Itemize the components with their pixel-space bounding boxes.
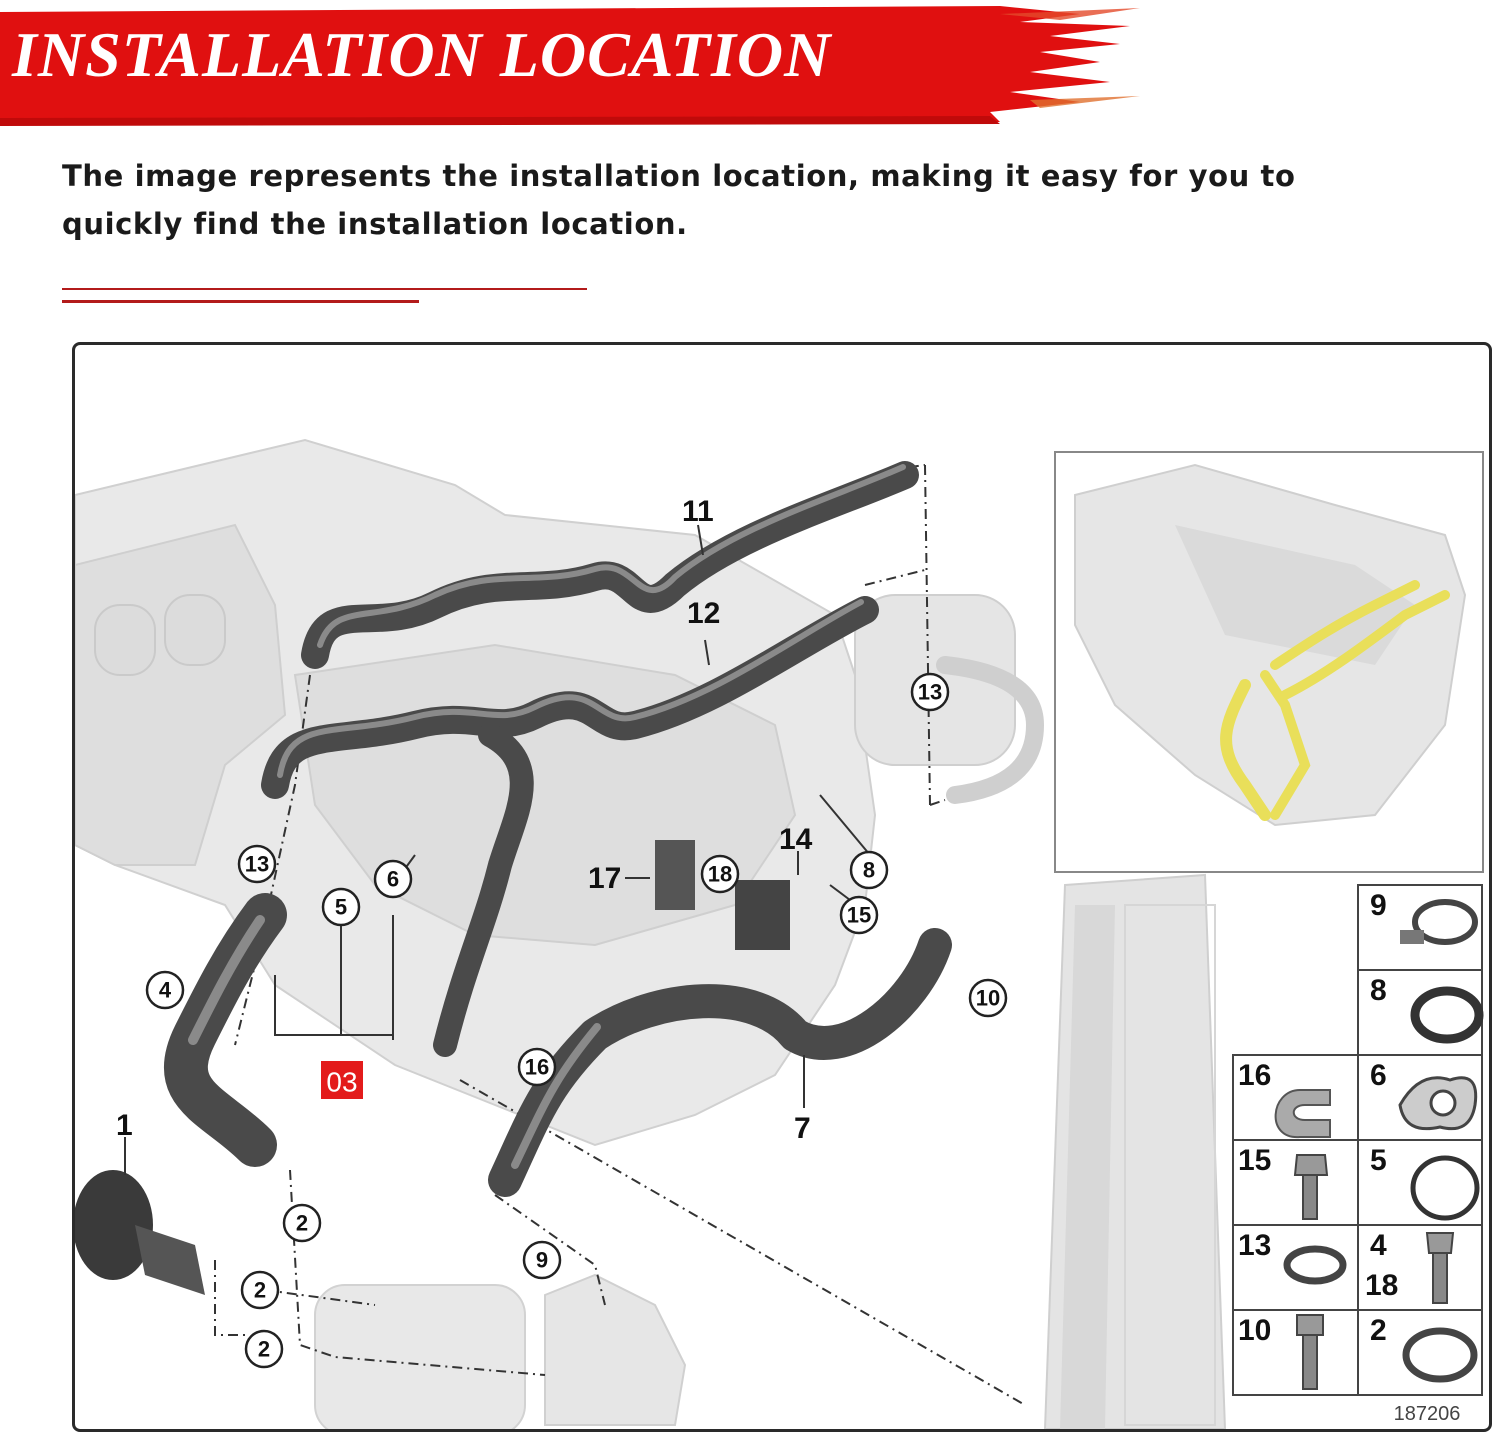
svg-text:18: 18 <box>707 861 733 887</box>
header-banner <box>0 0 1150 130</box>
callout-2c <box>246 1331 282 1367</box>
grid-num-15: 15 <box>1238 1144 1272 1177</box>
bolt-icon-4 <box>1427 1233 1453 1253</box>
callout-10 <box>970 980 1006 1016</box>
bolt-icon-15 <box>1295 1155 1327 1175</box>
callout-4 <box>147 972 183 1008</box>
callout-5 <box>323 889 359 925</box>
grid-num-4: 4 <box>1370 1229 1387 1262</box>
page-title: INSTALLATION LOCATION <box>12 19 832 90</box>
label-12: 12 <box>687 597 721 630</box>
callout-15 <box>841 897 877 933</box>
label-11: 11 <box>682 495 714 528</box>
grid-num-8: 8 <box>1370 974 1387 1007</box>
grid-num-18: 18 <box>1365 1269 1399 1302</box>
callout-8 <box>851 852 887 888</box>
callout-16 <box>519 1049 555 1085</box>
grid-num-5: 5 <box>1370 1144 1387 1177</box>
intro-text: The image represents the installation location, making it easy for you to quickly find the installation location. <box>62 159 1296 241</box>
callout-13b <box>239 846 275 882</box>
label-14: 14 <box>779 823 813 856</box>
label-17: 17 <box>588 862 622 895</box>
radiator <box>1045 875 1225 1429</box>
callout-9 <box>524 1242 560 1278</box>
callout-2a <box>284 1205 320 1241</box>
svg-text:5: 5 <box>334 894 348 920</box>
svg-text:2: 2 <box>295 1210 309 1236</box>
grid-num-9: 9 <box>1370 889 1387 922</box>
bolt-icon-10 <box>1297 1315 1323 1335</box>
callout-2b <box>242 1272 278 1308</box>
callout-13a <box>912 674 948 710</box>
svg-text:8: 8 <box>862 857 876 883</box>
diagram-frame <box>72 342 1492 1432</box>
svg-text:10: 10 <box>975 985 1001 1011</box>
callout-18 <box>702 856 738 892</box>
callout-6 <box>375 861 411 897</box>
svg-text:6: 6 <box>386 866 400 892</box>
inset-engine-view <box>1055 452 1483 872</box>
highlight-badge <box>321 1061 363 1099</box>
grid-num-2: 2 <box>1370 1314 1387 1347</box>
parts-grid <box>1233 885 1482 1395</box>
svg-text:15: 15 <box>846 902 872 928</box>
grid-num-10: 10 <box>1238 1314 1272 1347</box>
divider-long <box>62 288 587 290</box>
svg-text:03: 03 <box>326 1066 358 1098</box>
svg-text:16: 16 <box>524 1054 550 1080</box>
divider-short <box>62 300 419 303</box>
svg-text:13: 13 <box>244 851 270 877</box>
svg-text:13: 13 <box>917 679 943 705</box>
reference-number: 187206 <box>1393 1403 1461 1425</box>
svg-text:9: 9 <box>535 1247 549 1273</box>
grid-num-6: 6 <box>1370 1059 1387 1092</box>
svg-text:4: 4 <box>158 977 172 1003</box>
label-7: 7 <box>794 1112 811 1145</box>
grid-num-13: 13 <box>1238 1229 1272 1262</box>
svg-text:2: 2 <box>253 1277 267 1303</box>
parts-diagram <box>75 345 1489 1429</box>
grid-num-16: 16 <box>1238 1059 1272 1092</box>
svg-text:2: 2 <box>257 1336 271 1362</box>
label-1: 1 <box>116 1109 133 1142</box>
clamp-screw-9 <box>1400 930 1424 944</box>
